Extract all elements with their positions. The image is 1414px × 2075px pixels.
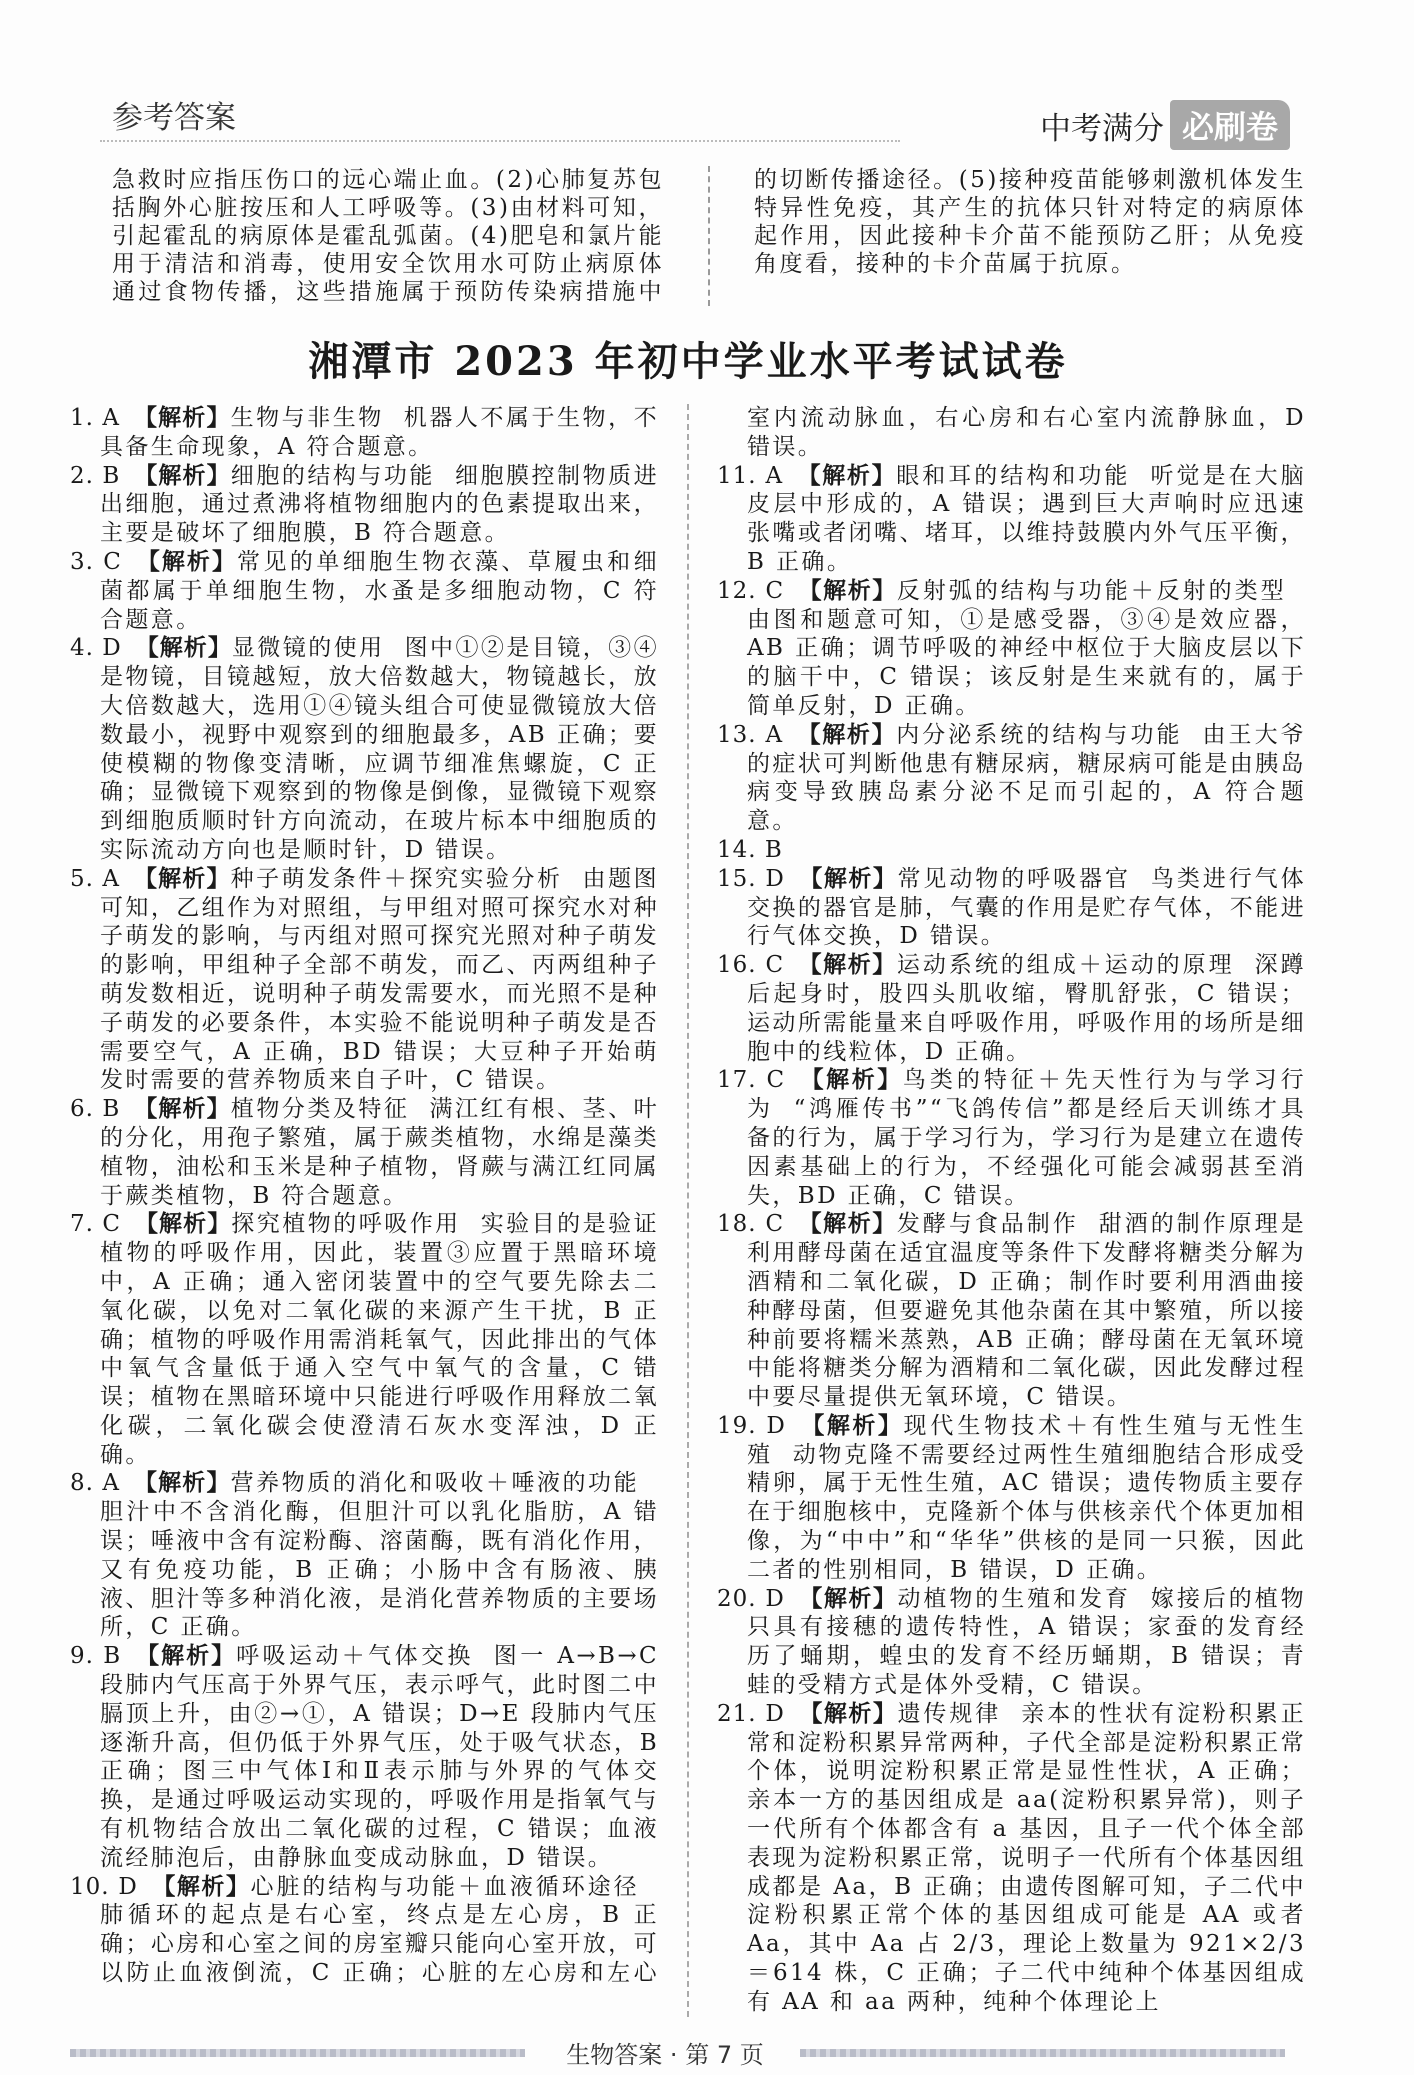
- answer-explanation: 由王大爷的症状可判断他患有糖尿病，糖尿病可能是由胰岛病变导致胰岛素分泌不足而引起的，A 符合题意。: [747, 721, 1307, 835]
- answer-topic: 动植物的生殖和发育: [897, 1585, 1131, 1612]
- previous-answer-right: 断传播途径。(5)接种疫苗能够刺激机体发生特异性免疫，其产生的抗体只针对特定的病原体起作用，因此接种卡介苗不能预防乙肝；从免疫角度看，接种的卡介苗属于抗原。: [754, 167, 1306, 277]
- answer-explanation: 深蹲后起身时，股四头肌收缩，臀肌舒张，C 错误；运动所需能量来自呼吸作用，呼吸作用的场所是细胞中的线粒体，D 正确。: [747, 952, 1307, 1065]
- answer-item: [717, 1700, 1306, 2017]
- analysis-tag: 【解析】: [135, 635, 232, 662]
- answer-explanation: 满江红有根、茎、叶的分化，用孢子繁殖，属于蕨类植物，水绵是藻类植物，油松和玉米是种子植物，肾蕨与满江红同属于蕨类植物，B 符合题意。: [100, 1096, 659, 1209]
- answer-number: 6. B: [70, 1096, 121, 1123]
- answer-topic: 种子萌发条件＋探究实验分析: [230, 865, 563, 892]
- answer-item: [70, 404, 659, 462]
- previous-answer-continuation: [112, 166, 1306, 306]
- answer-number: 2. B: [70, 462, 121, 489]
- answer-explanation: 鸟类进行气体交换的器官是肺，气囊的作用是贮存气体，不能进行气体交换，D 错误。: [747, 865, 1306, 950]
- answer-topic: 心脏的结构与功能＋血液循环途径: [250, 1873, 639, 1900]
- answer-explanation: 亲本的性状有淀粉积累正常和淀粉积累异常两种，子代全部是淀粉积累正常个体，说明淀粉积累正常是显性性状，A 正确；亲本一方的基因组成是 aa(淀粉积累异常)，则子一代所有个体都含有 a 基因，且子一代个体全部表现为淀粉积累正常，说明子一代所有个体基因组成都是 Aa，B 正确；由遗传图解可知，子二代中淀粉积累正常个体的基因组成可能是 AA 或者 Aa，其中 Aa 占 2/3，理论上数量为 921×2/3＝614 株，C 正确；子二代中纯种个体基因组成有 AA 和 aa 两种，纯种个体理论上: [747, 1700, 1306, 2015]
- answer-explanation: 实验目的是验证植物的呼吸作用，因此，装置③应置于黑暗环境中，A 正确；通入密闭装置中的空气要先除去二氧化碳，以免对二氧化碳的来源产生干扰，B 正确；植物的呼吸作用需消耗氧气，因此排出的气体中氧气含量低于通入空气中氧气的含量，C 错误；植物在黑暗环境中只能进行呼吸作用释放二氧化碳，二氧化碳会使澄清石灰水变浑浊，D 正确。: [100, 1211, 660, 1468]
- answer-explanation: 机器人不属于生物，不具备生命现象，A 符合题意。: [100, 405, 660, 460]
- analysis-tag: 【解析】: [797, 1211, 897, 1238]
- answer-number: 3. C: [70, 548, 122, 575]
- answer-list: [70, 404, 1306, 2017]
- answer-number: 10. D: [70, 1873, 138, 1900]
- analysis-tag: 【解析】: [797, 462, 897, 489]
- analysis-tag: 【解析】: [798, 865, 898, 892]
- series-badge: 必刷卷: [1170, 100, 1290, 150]
- answer-item: [717, 1066, 1306, 1210]
- analysis-tag: 【解析】: [135, 1643, 237, 1670]
- answer-topic: 常见动物的呼吸器官: [897, 865, 1131, 892]
- answer-topic: 细胞的结构与功能: [230, 462, 435, 489]
- footer-separator: ·: [669, 2040, 678, 2069]
- answer-number: 21. D: [717, 1700, 785, 1727]
- footer-subject: 生物答案: [566, 2040, 663, 2069]
- answer-number: 5. A: [70, 865, 120, 892]
- series-name: 中考满分: [1040, 110, 1164, 147]
- answer-topic: 反射弧的结构与功能＋反射的类型: [896, 577, 1287, 604]
- answer-topic: 探究植物的呼吸作用: [231, 1211, 461, 1238]
- answer-number: 16. C: [717, 952, 785, 979]
- answer-topic: 营养物质的消化和吸收＋唾液的功能: [230, 1470, 639, 1497]
- analysis-tag: 【解析】: [798, 1585, 898, 1612]
- analysis-tag: 【解析】: [799, 1412, 904, 1439]
- answer-topic: 呼吸运动＋气体交换: [236, 1643, 474, 1670]
- answer-number: 14. B: [717, 836, 783, 863]
- answer-number: 15. D: [717, 865, 785, 892]
- answer-item: [70, 462, 659, 548]
- answer-number: 4. D: [70, 635, 122, 662]
- answer-explanation: 图一 A→B→C 段肺内气压高于外界气压，表示呼气，此时图二中膈顶上升，由②→①，A 错误；D→E 段肺内气压逐渐升高，但仍低于外界气压，处于吸气状态，B 正确；图三中气体Ⅰ和Ⅱ表示肺与外界的气体交换，是通过呼吸运动实现的，呼吸作用是指氧气与有机物结合放出二氧化碳的过程，C 错误；血液流经肺泡后，由静脉血变成动脉血，D 错误。: [100, 1643, 659, 1871]
- analysis-tag: 【解析】: [135, 548, 238, 575]
- answer-topic: 眼和耳的结构和功能: [896, 462, 1131, 489]
- answer-number: 7. C: [70, 1211, 121, 1238]
- answer-number: 1. A: [70, 405, 120, 431]
- answer-item: [70, 1642, 659, 1872]
- answer-explanation: 由图和题意可知，①是感受器，③④是效应器，AB 正确；调节呼吸的神经中枢位于大脑皮层以下的脑干中，C 错误；该反射是生来就有的，属于简单反射，D 正确。: [747, 606, 1306, 719]
- answer-item: [70, 1095, 659, 1210]
- answer-topic: 鸟类的特征＋先天性行为与学习行为: [747, 1067, 1307, 1123]
- analysis-tag: 【解析】: [134, 462, 231, 489]
- answer-item: [717, 836, 1306, 865]
- answer-topic: 发酵与食品制作: [896, 1211, 1079, 1238]
- answer-topic: 运动系统的组成＋运动的原理: [896, 952, 1235, 979]
- answer-explanation: 细胞膜控制物质进出细胞，通过煮沸将植物细胞内的色素提取出来，主要是破坏了细胞膜，B 符合题意。: [100, 462, 660, 547]
- answer-number: 8. A: [70, 1470, 120, 1497]
- answer-item: [717, 462, 1306, 577]
- analysis-tag: 【解析】: [133, 865, 231, 892]
- analysis-tag: 【解析】: [134, 1096, 231, 1123]
- analysis-tag: 【解析】: [133, 1470, 231, 1497]
- header-divider: [100, 140, 900, 142]
- footer-page: 第 7 页: [685, 2040, 764, 2069]
- page-footer: [70, 2035, 1306, 2075]
- answer-explanation: “鸿雁传书”“飞鸽传信”都是经后天训练才具备的行为，属于学习行为，学习行为是建立在遗传因素基础上的行为，不经强化可能会减弱甚至消失，BD 正确，C 错误。: [747, 1096, 1307, 1209]
- answer-item: [70, 548, 659, 634]
- analysis-tag: 【解析】: [151, 1873, 251, 1900]
- answer-item: [717, 1210, 1306, 1412]
- answer-item: [70, 1469, 659, 1642]
- answer-explanation: 甜酒的制作原理是利用酵母菌在适宜温度等条件下发酵将糖类分解为酒精和二氧化碳，D 正确；制作时要利用酒曲接种酵母菌，但要避免其他杂菌在其中繁殖，所以接种前要将糯米蒸熟，AB 正确；酵母菌在无氧环境中能将糖类分解为酒精和二氧化碳，因此发酵过程中要尽量提供无氧环境，C 错误。: [747, 1211, 1307, 1411]
- answer-number: 17. C: [717, 1067, 786, 1094]
- answer-number: 13. A: [717, 721, 784, 748]
- answer-explanation: 动物克隆不需要经过两性生殖细胞结合形成受精卵，属于无性生殖，AC 错误；遗传物质主要存在于细胞核中，克隆新个体与供核亲代个体更加相像，为“中中”和“华华”供核的是同一只猴，因此二者的性别相同，B 错误，D 正确。: [747, 1441, 1307, 1583]
- analysis-tag: 【解析】: [797, 721, 897, 748]
- answer-topic: 内分泌系统的结构与功能: [896, 721, 1183, 748]
- analysis-tag: 【解析】: [798, 1700, 898, 1727]
- analysis-tag: 【解析】: [797, 577, 897, 604]
- answer-topic: 植物分类及特征: [230, 1096, 410, 1123]
- answer-item: [717, 721, 1306, 836]
- answer-explanation: 肺循环的起点是右心室，终点是左心房，B 正确；心房和心室之间的房室瓣只能向心室开放，可以防止血液倒流，C 正确；心脏的左心房和左心室内流动脉血，右心房和右心室内流静脉血，D 错误。: [100, 405, 1306, 1987]
- page-number: [540, 2035, 790, 2070]
- analysis-tag: 【解析】: [797, 952, 897, 979]
- answer-explanation: 胆汁中不含消化酶，但胆汁可以乳化脂肪，A 错误；唾液中含有淀粉酶、溶菌酶，既有消化作用，又有免疫功能，B 正确；小肠中含有肠液、胰液、胆汁等多种消化液，是消化营养物质的主要场所，C 正确。: [100, 1499, 659, 1641]
- answer-number: 19. D: [717, 1412, 786, 1439]
- answer-topic: 现代生物技术＋有性生殖与无性生殖: [747, 1412, 1306, 1468]
- series-logo: [1040, 100, 1290, 150]
- answer-number: 18. C: [717, 1211, 785, 1238]
- analysis-tag: 【解析】: [798, 1067, 903, 1094]
- answer-item: [717, 1412, 1306, 1585]
- answer-explanation: 常见的单细胞生物衣藻、草履虫和细菌都属于单细胞生物，水蚤是多细胞动物，C 符合题意。: [100, 548, 660, 633]
- answer-item: [717, 951, 1306, 1066]
- footer-decor-bar-right: [800, 2049, 1285, 2057]
- answer-explanation: 听觉是在大脑皮层中形成的，A 错误；遇到巨大声响时应迅速张嘴或者闭嘴、堵耳，以维持鼓膜内外气压平衡，B 正确。: [747, 462, 1307, 575]
- answer-topic: 生物与非生物: [230, 405, 384, 431]
- answer-explanation: 嫁接后的植物只具有接穗的遗传特性，A 错误；家蚕的发育经历了蛹期，蝗虫的发育不经历蛹期，B 错误；青蛙的受精方式是体外受精，C 错误。: [747, 1585, 1306, 1699]
- footer-decor-bar-left: [70, 2049, 525, 2057]
- analysis-tag: 【解析】: [133, 405, 231, 431]
- answer-item: [717, 865, 1306, 951]
- answer-explanation: 图中①②是目镜，③④是物镜，目镜越短，放大倍数越大，物镜越长，放大倍数越大，选用①④镜头组合可使显微镜放大倍数最小，视野中观察到的细胞最多，AB 正确；要使模糊的物像变清晰，应调节细准焦螺旋，C 正确；显微镜下观察到的物像是倒像，显微镜下观察到细胞质顺时针方向流动，在玻片标本中细胞质的实际流动方向也是顺时针，D 错误。: [100, 635, 659, 863]
- answer-item: [717, 1585, 1306, 1700]
- answer-item: [70, 634, 659, 864]
- page-header: [70, 0, 1306, 150]
- answer-topic: 显微镜的使用: [231, 635, 385, 662]
- section-label: 参考答案: [112, 100, 236, 136]
- answer-topic: 遗传规律: [897, 1700, 1002, 1727]
- answer-item: [70, 865, 659, 1095]
- answer-item: [70, 1210, 659, 1469]
- answer-number: 20. D: [717, 1585, 785, 1612]
- exam-title: 湘潭市 2023 年初中学业水平考试试卷: [308, 338, 1068, 385]
- answer-number: 12. C: [717, 577, 785, 604]
- answer-item: [717, 577, 1306, 721]
- answer-number: 11. A: [717, 462, 784, 489]
- previous-answer-left: 急救时应指压伤口的远心端止血。(2)心肺复苏包括胸外心脏按压和人工呼吸等。(3)由材料可知，引起霍乱的病原体是霍乱弧菌。(4)肥皂和氯片能用于清洁和消毒，使用安全饮用水可防止病原体通过食物传播，这些措施属于预防传染病措施中的切: [112, 167, 806, 305]
- answer-explanation: 由题图可知，乙组作为对照组，与甲组对照可探究水对种子萌发的影响，与丙组对照可探究光照对种子萌发的影响，甲组种子全部不萌发，而乙、丙两组种子萌发数相近，说明种子萌发需要水，而光照不是种子萌发的必要条件，本实验不能说明种子萌发是否需要空气，A 正确，BD 错误；大豆种子开始萌发时需要的营养物质来自子叶，C 错误。: [100, 865, 659, 1094]
- answer-number: 9. B: [70, 1643, 122, 1670]
- analysis-tag: 【解析】: [134, 1211, 232, 1238]
